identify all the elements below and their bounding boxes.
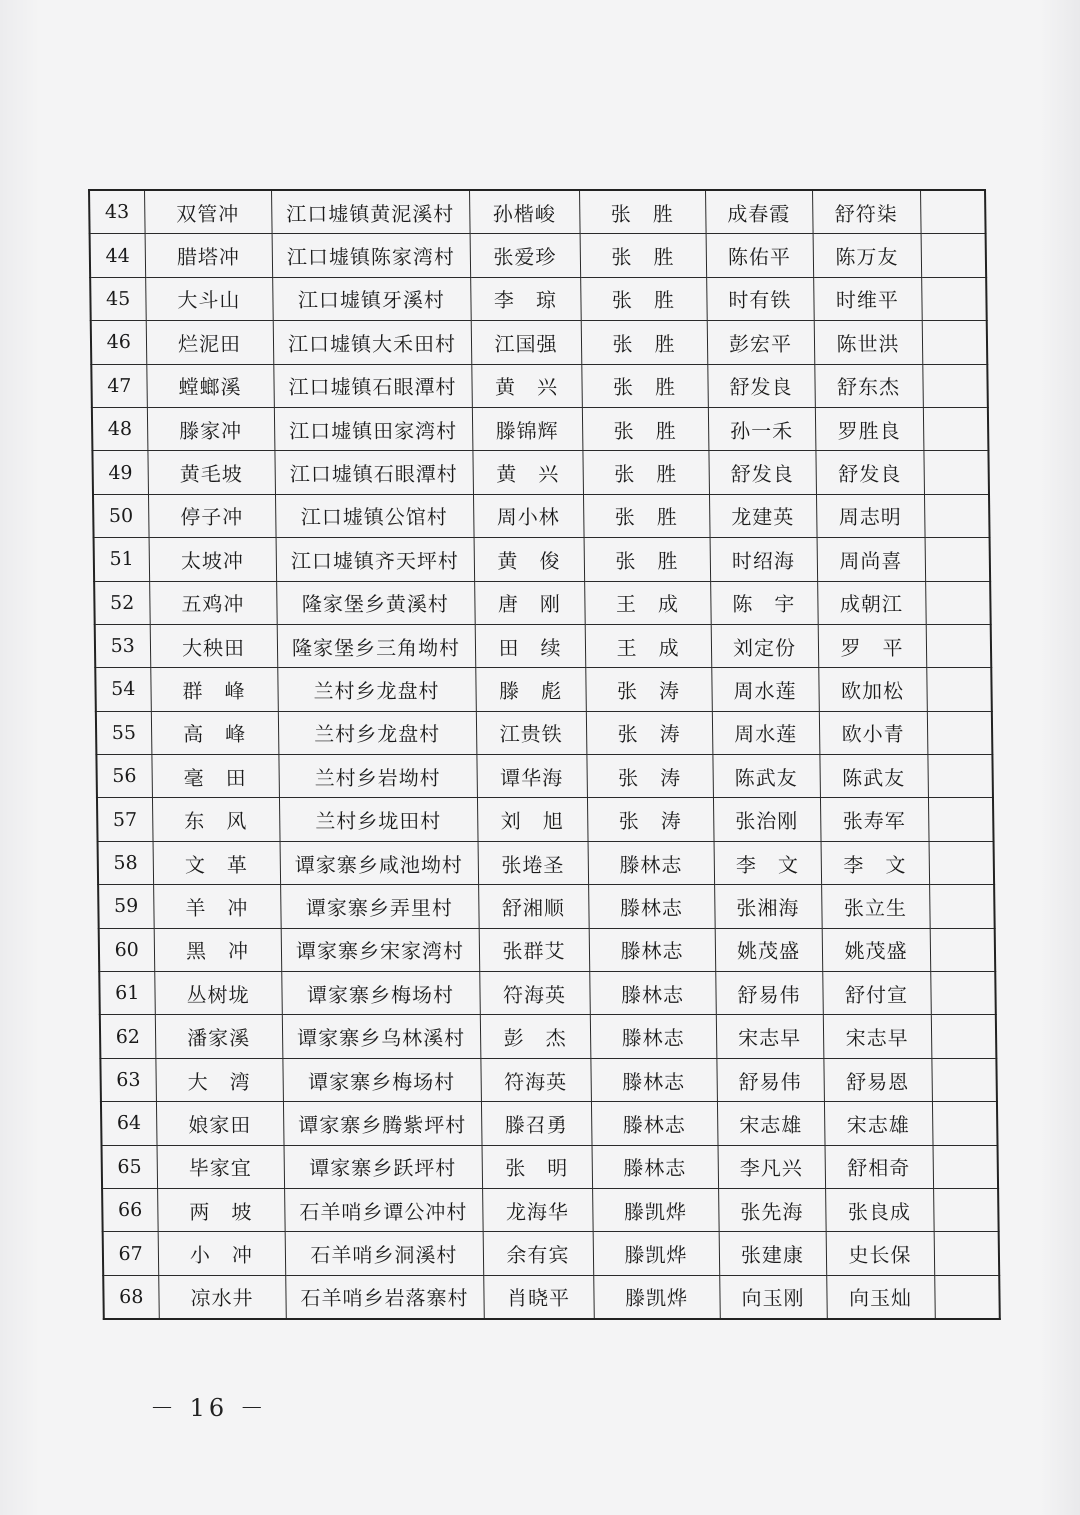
cell-responsible-person-b: 张 胜	[579, 190, 706, 234]
cell-responsible-person-a: 田 续	[475, 624, 586, 667]
table-row	[102, 1145, 999, 1188]
table-row	[95, 624, 992, 667]
cell-responsible-person-c: 龙建英	[709, 494, 817, 537]
cell-responsible-person-c: 张先海	[718, 1188, 826, 1231]
cell-responsible-person-d: 姚茂盛	[822, 928, 931, 971]
cell-location: 兰村乡岩坳村	[278, 755, 477, 798]
cell-row-number: 53	[95, 624, 151, 667]
table-row	[92, 451, 989, 494]
cell-remark	[923, 451, 989, 494]
table-row	[95, 668, 992, 711]
cell-location: 江口墟镇大禾田村	[273, 321, 472, 364]
cell-remark	[931, 1058, 997, 1101]
cell-remark	[925, 538, 991, 581]
cell-responsible-person-c: 宋志雄	[717, 1102, 825, 1145]
cell-location: 江口墟镇田家湾村	[274, 407, 473, 450]
cell-reservoir-name: 群 峰	[150, 668, 278, 711]
cell-responsible-person-b: 滕林志	[588, 841, 715, 884]
cell-responsible-person-d: 舒相奇	[825, 1145, 934, 1188]
cell-reservoir-name: 螳螂溪	[146, 364, 274, 407]
cell-row-number: 62	[100, 1015, 156, 1058]
reservoir-roster-table	[88, 189, 1001, 1320]
cell-row-number: 49	[92, 451, 148, 494]
cell-responsible-person-d: 舒东杰	[814, 364, 923, 407]
cell-location: 谭家寨乡跃坪村	[284, 1145, 483, 1188]
table-row	[90, 277, 987, 320]
cell-responsible-person-c: 周水莲	[712, 711, 820, 754]
cell-responsible-person-a: 周小林	[473, 494, 584, 537]
cell-responsible-person-c: 时有铁	[706, 277, 814, 320]
page-number: － 16 －	[150, 1394, 268, 1422]
cell-location: 江口墟镇公馆村	[275, 494, 474, 537]
cell-reservoir-name: 滕家冲	[147, 407, 275, 450]
cell-location: 江口墟镇陈家湾村	[272, 234, 471, 277]
table-row	[97, 798, 994, 841]
cell-responsible-person-d: 张良成	[825, 1188, 934, 1231]
cell-responsible-person-a: 张埢圣	[478, 841, 589, 884]
cell-remark	[930, 928, 996, 971]
cell-responsible-person-b: 滕凯烨	[592, 1188, 719, 1231]
cell-row-number: 66	[102, 1188, 158, 1231]
cell-responsible-person-c: 周水莲	[711, 668, 819, 711]
cell-reservoir-name: 文 革	[153, 841, 281, 884]
cell-row-number: 60	[99, 928, 155, 971]
cell-remark	[933, 1145, 999, 1188]
cell-responsible-person-b: 滕林志	[588, 885, 715, 928]
cell-responsible-person-b: 张 胜	[582, 407, 709, 450]
cell-responsible-person-b: 张 胜	[582, 451, 709, 494]
cell-reservoir-name: 凉水井	[158, 1275, 286, 1319]
cell-responsible-person-b: 王 成	[584, 581, 711, 624]
cell-location: 江口墟镇牙溪村	[272, 277, 471, 320]
cell-row-number: 52	[94, 581, 150, 624]
cell-responsible-person-c: 向玉刚	[719, 1275, 827, 1319]
cell-responsible-person-b: 张 胜	[583, 494, 710, 537]
cell-responsible-person-c: 时绍海	[710, 538, 818, 581]
cell-responsible-person-c: 张建康	[719, 1232, 827, 1275]
table-row	[99, 972, 996, 1015]
table-row	[102, 1188, 999, 1231]
cell-responsible-person-b: 张 涛	[586, 755, 713, 798]
cell-location: 谭家寨乡宋家湾村	[281, 928, 480, 971]
cell-responsible-person-c: 舒发良	[707, 364, 815, 407]
cell-location: 隆家堡乡三角坳村	[277, 624, 476, 667]
cell-responsible-person-c: 陈佑平	[706, 234, 814, 277]
cell-responsible-person-d: 舒符柒	[812, 190, 921, 234]
cell-responsible-person-a: 孙楷峻	[469, 190, 580, 234]
cell-responsible-person-d: 向玉灿	[826, 1275, 935, 1319]
table-row	[99, 928, 996, 971]
table-row	[89, 190, 986, 234]
table-row	[91, 321, 988, 364]
cell-responsible-person-a: 滕召勇	[481, 1102, 592, 1145]
cell-remark	[932, 1102, 998, 1145]
table-row	[103, 1275, 1000, 1319]
cell-remark	[920, 190, 986, 234]
cell-responsible-person-d: 罗胜良	[815, 407, 924, 450]
cell-remark	[933, 1188, 999, 1231]
cell-reservoir-name: 五鸡冲	[149, 581, 277, 624]
cell-responsible-person-d: 舒付宣	[822, 972, 931, 1015]
table-row	[100, 1058, 997, 1101]
cell-responsible-person-d: 罗 平	[818, 624, 927, 667]
cell-responsible-person-b: 滕林志	[592, 1145, 719, 1188]
cell-responsible-person-d: 舒易恩	[823, 1058, 932, 1101]
cell-row-number: 59	[98, 885, 154, 928]
cell-row-number: 68	[103, 1275, 159, 1319]
cell-responsible-person-d: 陈武友	[819, 755, 928, 798]
cell-reservoir-name: 丛树垅	[154, 972, 282, 1015]
cell-row-number: 61	[99, 972, 155, 1015]
cell-row-number: 45	[90, 277, 146, 320]
cell-row-number: 65	[102, 1145, 158, 1188]
cell-location: 石羊哨乡洞溪村	[285, 1232, 484, 1275]
cell-responsible-person-a: 滕 彪	[475, 668, 586, 711]
cell-responsible-person-a: 李 琼	[470, 277, 581, 320]
cell-location: 兰村乡垅田村	[279, 798, 478, 841]
cell-row-number: 51	[94, 538, 150, 581]
cell-row-number: 44	[90, 234, 146, 277]
cell-responsible-person-b: 张 涛	[586, 711, 713, 754]
cell-responsible-person-b: 张 涛	[587, 798, 714, 841]
cell-responsible-person-a: 滕锦辉	[472, 407, 583, 450]
cell-responsible-person-d: 宋志早	[823, 1015, 932, 1058]
cell-row-number: 50	[93, 494, 149, 537]
cell-responsible-person-a: 谭华海	[476, 755, 587, 798]
cell-remark	[923, 407, 989, 450]
cell-responsible-person-c: 成春霞	[705, 190, 813, 234]
cell-responsible-person-a: 龙海华	[482, 1188, 593, 1231]
cell-responsible-person-a: 肖晓平	[483, 1275, 594, 1319]
cell-reservoir-name: 毕家宜	[157, 1145, 285, 1188]
cell-responsible-person-c: 舒易伟	[716, 1058, 824, 1101]
cell-remark	[929, 885, 995, 928]
cell-remark	[927, 711, 993, 754]
cell-reservoir-name: 黄毛坡	[147, 451, 275, 494]
roster-table-wrapper	[88, 189, 999, 1317]
table-row	[92, 407, 989, 450]
cell-responsible-person-c: 李凡兴	[718, 1145, 826, 1188]
cell-reservoir-name: 大 湾	[155, 1058, 283, 1101]
cell-location: 谭家寨乡梅场村	[282, 1058, 481, 1101]
cell-responsible-person-c: 陈 宇	[710, 581, 818, 624]
cell-responsible-person-a: 张 明	[482, 1145, 593, 1188]
cell-row-number: 48	[92, 407, 148, 450]
table-row	[94, 581, 991, 624]
cell-responsible-person-b: 滕林志	[589, 972, 716, 1015]
cell-location: 谭家寨乡梅场村	[281, 972, 480, 1015]
cell-responsible-person-b: 张 涛	[585, 668, 712, 711]
cell-reservoir-name: 大斗山	[145, 277, 273, 320]
cell-reservoir-name: 黑 冲	[154, 928, 282, 971]
table-row	[90, 234, 987, 277]
table-row	[101, 1102, 998, 1145]
cell-responsible-person-b: 张 胜	[581, 321, 708, 364]
cell-reservoir-name: 停子冲	[148, 494, 276, 537]
cell-reservoir-name: 高 峰	[151, 711, 279, 754]
cell-responsible-person-b: 滕林志	[590, 1058, 717, 1101]
cell-responsible-person-a: 唐 刚	[474, 581, 585, 624]
cell-remark	[931, 1015, 997, 1058]
cell-location: 江口墟镇齐天坪村	[276, 538, 475, 581]
cell-remark	[927, 755, 993, 798]
cell-responsible-person-c: 张湘海	[714, 885, 822, 928]
cell-location: 江口墟镇黄泥溪村	[271, 190, 470, 234]
table-row	[91, 364, 988, 407]
cell-row-number: 46	[91, 321, 147, 364]
cell-responsible-person-a: 江贵铁	[476, 711, 587, 754]
cell-responsible-person-d: 张寿军	[820, 798, 929, 841]
cell-reservoir-name: 东 风	[152, 798, 280, 841]
cell-responsible-person-c: 李 文	[714, 841, 822, 884]
cell-remark	[924, 494, 990, 537]
cell-responsible-person-d: 成朝江	[817, 581, 926, 624]
cell-responsible-person-d: 周尚喜	[817, 538, 926, 581]
cell-responsible-person-c: 舒易伟	[715, 972, 823, 1015]
cell-remark	[921, 277, 987, 320]
cell-location: 谭家寨乡弄里村	[280, 885, 479, 928]
cell-reservoir-name: 大秧田	[150, 624, 278, 667]
cell-responsible-person-a: 江国强	[471, 321, 582, 364]
cell-responsible-person-a: 余有宾	[483, 1232, 594, 1275]
cell-responsible-person-d: 李 文	[821, 841, 930, 884]
cell-location: 隆家堡乡黄溪村	[276, 581, 475, 624]
cell-location: 兰村乡龙盘村	[278, 711, 477, 754]
cell-responsible-person-c: 刘定份	[711, 624, 819, 667]
cell-responsible-person-d: 陈万友	[813, 234, 922, 277]
cell-responsible-person-b: 滕林志	[589, 928, 716, 971]
cell-reservoir-name: 烂泥田	[146, 321, 274, 364]
cell-row-number: 54	[95, 668, 151, 711]
cell-reservoir-name: 娘家田	[156, 1102, 284, 1145]
cell-remark	[929, 841, 995, 884]
cell-responsible-person-b: 张 胜	[584, 538, 711, 581]
cell-responsible-person-d: 陈世洪	[814, 321, 923, 364]
cell-responsible-person-c: 彭宏平	[707, 321, 815, 364]
cell-responsible-person-c: 孙一禾	[708, 407, 816, 450]
cell-responsible-person-c: 张治刚	[713, 798, 821, 841]
cell-location: 石羊哨乡岩落寨村	[285, 1275, 484, 1319]
cell-row-number: 64	[101, 1102, 157, 1145]
cell-responsible-person-b: 张 胜	[580, 277, 707, 320]
table-row	[96, 711, 993, 754]
cell-row-number: 43	[89, 190, 145, 234]
cell-responsible-person-a: 黄 俊	[474, 538, 585, 581]
cell-remark	[934, 1275, 1000, 1319]
cell-responsible-person-b: 滕林志	[591, 1102, 718, 1145]
cell-remark	[925, 581, 991, 624]
cell-responsible-person-b: 张 胜	[581, 364, 708, 407]
table-row	[98, 885, 995, 928]
cell-responsible-person-a: 舒湘顺	[478, 885, 589, 928]
cell-location: 谭家寨乡腾紫坪村	[283, 1102, 482, 1145]
cell-location: 兰村乡龙盘村	[277, 668, 476, 711]
cell-responsible-person-b: 张 胜	[580, 234, 707, 277]
cell-responsible-person-c: 姚茂盛	[715, 928, 823, 971]
table-row	[93, 494, 990, 537]
cell-remark	[926, 624, 992, 667]
cell-responsible-person-d: 史长保	[826, 1232, 935, 1275]
cell-responsible-person-b: 王 成	[585, 624, 712, 667]
cell-responsible-person-c: 宋志早	[716, 1015, 824, 1058]
cell-remark	[922, 321, 988, 364]
cell-row-number: 55	[96, 711, 152, 754]
cell-remark	[934, 1232, 1000, 1275]
cell-location: 江口墟镇石眼潭村	[274, 451, 473, 494]
cell-remark	[922, 364, 988, 407]
cell-responsible-person-b: 滕林志	[590, 1015, 717, 1058]
cell-reservoir-name: 太坡冲	[149, 538, 277, 581]
cell-responsible-person-d: 欧小青	[819, 711, 928, 754]
cell-reservoir-name: 毫 田	[151, 755, 279, 798]
cell-remark	[926, 668, 992, 711]
cell-row-number: 47	[91, 364, 147, 407]
cell-responsible-person-d: 时维平	[813, 277, 922, 320]
cell-responsible-person-d: 周志明	[816, 494, 925, 537]
cell-responsible-person-a: 张爱珍	[470, 234, 581, 277]
table-row	[100, 1015, 997, 1058]
cell-remark	[921, 234, 987, 277]
cell-reservoir-name: 双管冲	[144, 190, 272, 234]
cell-row-number: 67	[103, 1232, 159, 1275]
cell-responsible-person-a: 刘 旭	[477, 798, 588, 841]
cell-remark	[930, 972, 996, 1015]
cell-location: 江口墟镇石眼潭村	[273, 364, 472, 407]
cell-responsible-person-d: 张立生	[821, 885, 930, 928]
cell-reservoir-name: 羊 冲	[153, 885, 281, 928]
cell-responsible-person-a: 符海英	[479, 972, 590, 1015]
cell-row-number: 57	[97, 798, 153, 841]
table-row	[103, 1232, 1000, 1275]
cell-reservoir-name: 腊塔冲	[145, 234, 273, 277]
roster-table-body	[89, 190, 1000, 1319]
cell-responsible-person-d: 舒发良	[815, 451, 924, 494]
table-row	[94, 538, 991, 581]
cell-responsible-person-c: 陈武友	[712, 755, 820, 798]
table-row	[98, 841, 995, 884]
cell-responsible-person-b: 滕凯烨	[593, 1232, 720, 1275]
cell-responsible-person-a: 黄 兴	[471, 364, 582, 407]
cell-reservoir-name: 小 冲	[158, 1232, 286, 1275]
cell-row-number: 56	[96, 755, 152, 798]
cell-reservoir-name: 两 坡	[157, 1188, 285, 1231]
cell-responsible-person-a: 符海英	[480, 1058, 591, 1101]
cell-responsible-person-d: 欧加松	[818, 668, 927, 711]
cell-responsible-person-a: 张群艾	[479, 928, 590, 971]
cell-location: 石羊哨乡谭公冲村	[284, 1188, 483, 1231]
cell-reservoir-name: 潘家溪	[155, 1015, 283, 1058]
cell-remark	[928, 798, 994, 841]
cell-responsible-person-b: 滕凯烨	[593, 1275, 720, 1319]
cell-location: 谭家寨乡乌林溪村	[282, 1015, 481, 1058]
cell-responsible-person-c: 舒发良	[708, 451, 816, 494]
table-row	[96, 755, 993, 798]
cell-location: 谭家寨乡咸池坳村	[280, 841, 479, 884]
cell-row-number: 58	[98, 841, 154, 884]
cell-responsible-person-d: 宋志雄	[824, 1102, 933, 1145]
cell-responsible-person-a: 彭 杰	[480, 1015, 591, 1058]
cell-responsible-person-a: 黄 兴	[472, 451, 583, 494]
cell-row-number: 63	[100, 1058, 156, 1101]
